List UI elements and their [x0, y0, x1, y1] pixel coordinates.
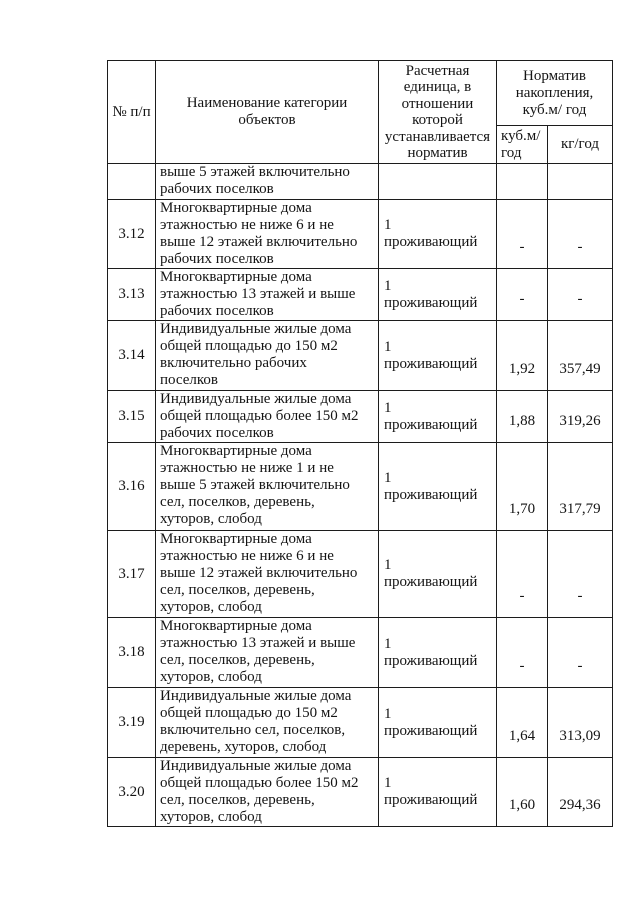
- row-unit: [379, 164, 497, 200]
- row-mass: [548, 164, 613, 200]
- header-number: № п/п: [108, 61, 156, 164]
- row-category-name: Индивидуальные жилые дома общей площадью более 150 м2 сел, поселков, деревень, хуторов, слобод: [156, 758, 379, 827]
- row-mass: 357,49: [548, 321, 613, 391]
- row-mass: 319,26: [548, 391, 613, 443]
- row-number: 3.13: [108, 269, 156, 321]
- table-row: [108, 200, 613, 269]
- row-number: 3.15: [108, 391, 156, 443]
- row-unit: 1 проживающий: [379, 321, 497, 391]
- header-row-main: [108, 61, 613, 126]
- row-number: 3.17: [108, 531, 156, 618]
- row-number: 3.12: [108, 200, 156, 269]
- row-mass: 317,79: [548, 443, 613, 531]
- table-row: [108, 758, 613, 827]
- row-mass: -: [548, 531, 613, 618]
- table-body: [108, 164, 613, 827]
- row-category-name: Индивидуальные жилые дома общей площадью более 150 м2 рабочих поселков: [156, 391, 379, 443]
- header-accumulation-norm: Норматив накопления, куб.м/ год: [497, 61, 613, 126]
- row-volume: -: [497, 200, 548, 269]
- row-volume: 1,70: [497, 443, 548, 531]
- row-category-name: Индивидуальные жилые дома общей площадью до 150 м2 включительно сел, поселков, деревень, хуторов, слобод: [156, 688, 379, 758]
- table-header: [108, 61, 613, 164]
- table-row: [108, 618, 613, 688]
- row-unit: 1 проживающий: [379, 269, 497, 321]
- table-row: [108, 391, 613, 443]
- row-volume: 1,60: [497, 758, 548, 827]
- table-row: [108, 321, 613, 391]
- row-volume: -: [497, 269, 548, 321]
- row-mass: 294,36: [548, 758, 613, 827]
- header-norm-mass: кг/год: [548, 126, 613, 164]
- row-category-name: выше 5 этажей включительно рабочих поселков: [156, 164, 379, 200]
- table-row: [108, 443, 613, 531]
- header-calculation-unit: Расчетная единица, в отношении которой устанавливается норматив: [379, 61, 497, 164]
- row-unit: 1 проживающий: [379, 391, 497, 443]
- row-number: 3.19: [108, 688, 156, 758]
- row-category-name: Многоквартирные дома этажностью не ниже 6 и не выше 12 этажей включительно рабочих поселков: [156, 200, 379, 269]
- row-volume: 1,64: [497, 688, 548, 758]
- row-volume: -: [497, 531, 548, 618]
- row-mass: 313,09: [548, 688, 613, 758]
- row-number: 3.14: [108, 321, 156, 391]
- row-mass: -: [548, 200, 613, 269]
- row-volume: 1,92: [497, 321, 548, 391]
- row-unit: 1 проживающий: [379, 531, 497, 618]
- row-unit: 1 проживающий: [379, 688, 497, 758]
- row-category-name: Многоквартирные дома этажностью 13 этажей и выше рабочих поселков: [156, 269, 379, 321]
- row-mass: -: [548, 269, 613, 321]
- row-number: 3.16: [108, 443, 156, 531]
- row-category-name: Многоквартирные дома этажностью 13 этажей и выше сел, поселков, деревень, хуторов, слобод: [156, 618, 379, 688]
- row-category-name: Индивидуальные жилые дома общей площадью до 150 м2 включительно рабочих поселков: [156, 321, 379, 391]
- row-number: [108, 164, 156, 200]
- table-row: [108, 688, 613, 758]
- header-norm-volume: куб.м/ год: [497, 126, 548, 164]
- table-row: [108, 164, 613, 200]
- row-unit: 1 проживающий: [379, 758, 497, 827]
- row-category-name: Многоквартирные дома этажностью не ниже 6 и не выше 12 этажей включительно сел, поселков, деревень, хуторов, слобод: [156, 531, 379, 618]
- row-mass: -: [548, 618, 613, 688]
- header-category-name: Наименование категории объектов: [156, 61, 379, 164]
- row-number: 3.20: [108, 758, 156, 827]
- row-volume: -: [497, 618, 548, 688]
- row-unit: 1 проживающий: [379, 443, 497, 531]
- table-row: [108, 531, 613, 618]
- row-volume: 1,88: [497, 391, 548, 443]
- waste-norms-table: [107, 60, 613, 827]
- row-volume: [497, 164, 548, 200]
- table-row: [108, 269, 613, 321]
- row-category-name: Многоквартирные дома этажностью не ниже 1 и не выше 5 этажей включительно сел, поселков, деревень, хуторов, слобод: [156, 443, 379, 531]
- row-unit: 1 проживающий: [379, 200, 497, 269]
- row-number: 3.18: [108, 618, 156, 688]
- row-unit: 1 проживающий: [379, 618, 497, 688]
